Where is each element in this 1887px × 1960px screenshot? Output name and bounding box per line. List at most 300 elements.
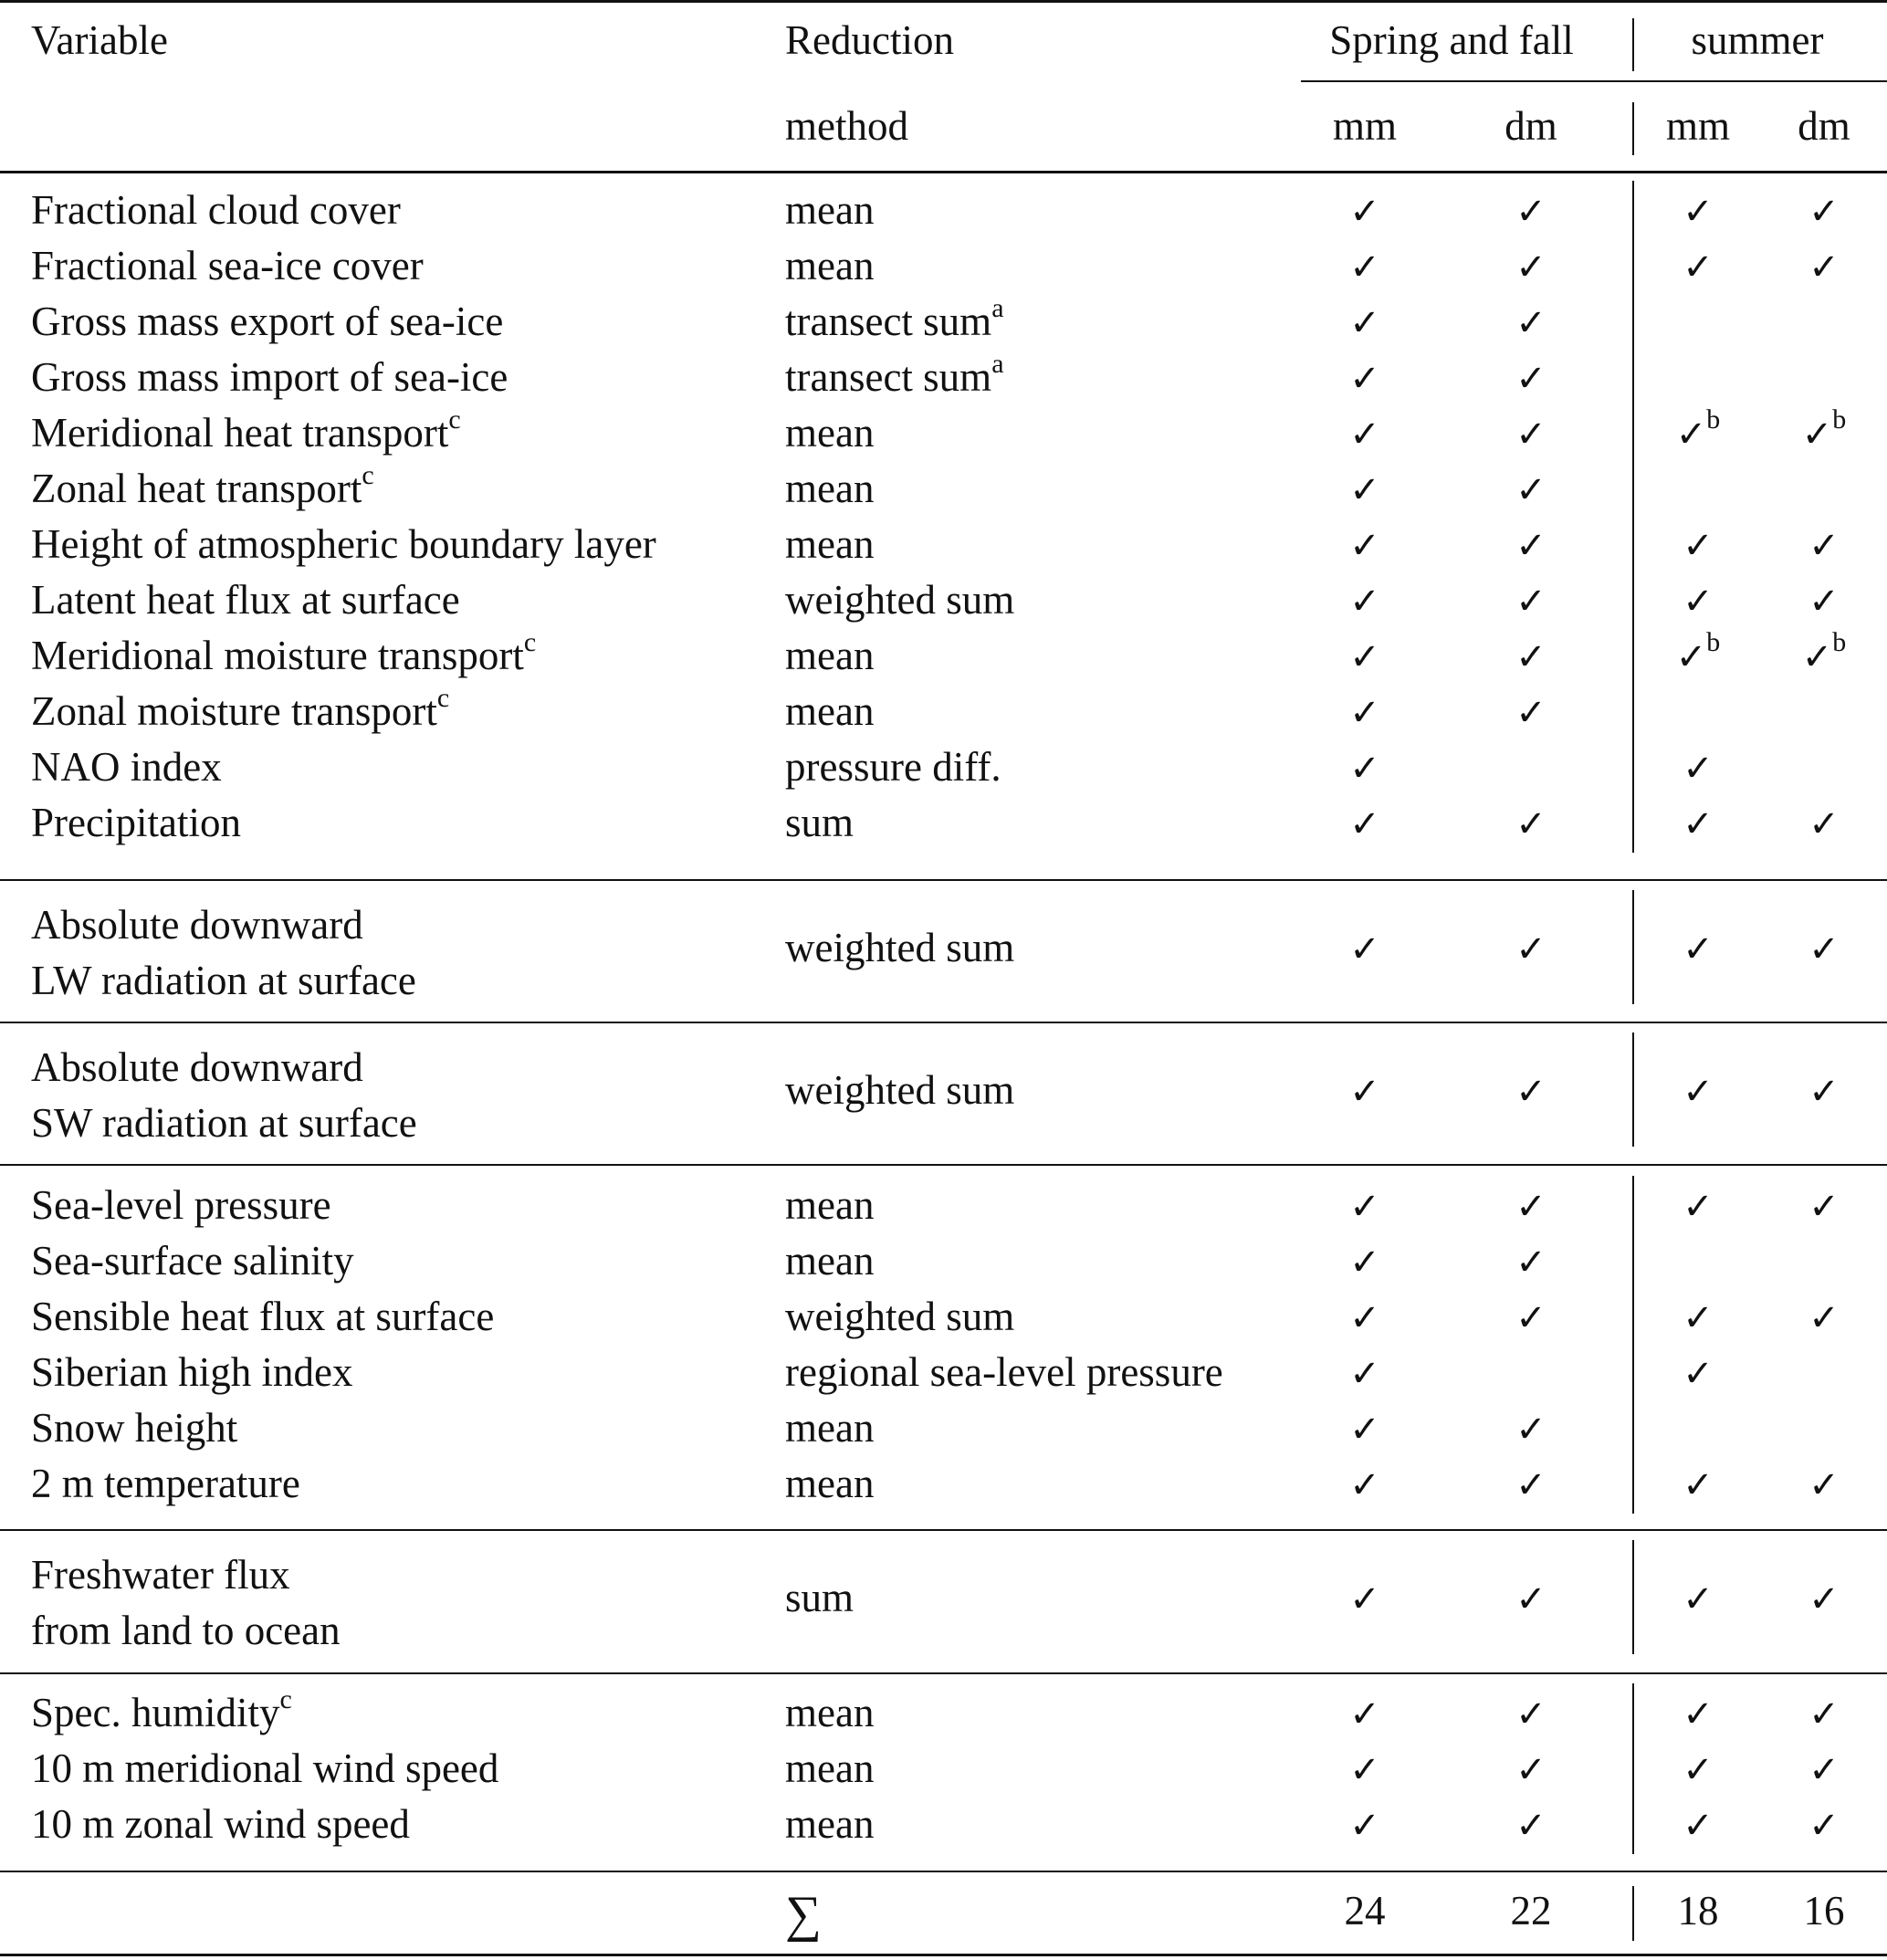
table-row-variable xyxy=(31,578,460,622)
table-row-reduction xyxy=(785,1294,1014,1338)
table-row-sf-dm xyxy=(1481,634,1581,679)
check-mark: ✓ xyxy=(1808,1578,1840,1620)
table-row-su-mm xyxy=(1648,627,1748,679)
check-mark: ✓ xyxy=(1515,1749,1546,1791)
table-row-sf-dm xyxy=(1481,1802,1581,1848)
group-bottom-rule xyxy=(0,1164,1887,1166)
table-row-su-dm xyxy=(1774,1802,1874,1848)
footnote-mark: b xyxy=(1706,404,1721,435)
cell-text: Sea-surface salinity xyxy=(31,1238,354,1284)
table-row-variable xyxy=(31,1802,410,1846)
group-bottom-rule xyxy=(0,879,1887,881)
check-mark: ✓ xyxy=(1808,1071,1840,1113)
table-row-su-dm xyxy=(1774,188,1874,234)
table-row-sf-mm xyxy=(1315,1746,1415,1792)
cell-text: Spec. humidity xyxy=(31,1690,280,1735)
table-row-sf-mm xyxy=(1315,689,1415,735)
table-row-sf-dm xyxy=(1481,1294,1581,1340)
check-mark: ✓ xyxy=(1349,414,1380,456)
table-row-variable xyxy=(31,188,401,232)
table-row-variable xyxy=(31,1746,498,1790)
header-vrule-top xyxy=(1632,18,1634,71)
cell-text: weighted sum xyxy=(785,1294,1015,1339)
footnote-mark: c xyxy=(436,683,450,713)
table-row-su-mm xyxy=(1648,1183,1748,1229)
footnote-mark: b xyxy=(1832,627,1847,657)
check-mark: ✓ xyxy=(1808,581,1840,623)
cell-text: regional sea-level pressure xyxy=(785,1349,1223,1395)
check-mark: ✓ xyxy=(1683,1578,1714,1620)
table-row-reduction xyxy=(785,411,874,455)
cell-text: pressure diff. xyxy=(785,744,1001,790)
check-mark: ✓ xyxy=(1349,1805,1380,1847)
table-row-su-dm xyxy=(1774,1294,1874,1340)
check-mark: ✓ xyxy=(1349,469,1380,511)
check-mark: ✓ xyxy=(1515,1409,1546,1451)
cell-text: Zonal heat transport xyxy=(31,466,362,511)
group-vrule xyxy=(1632,181,1634,853)
variable-line-2: SW radiation at surface xyxy=(31,1100,417,1146)
table-row-su-mm xyxy=(1648,188,1748,234)
check-mark: ✓ xyxy=(1349,636,1380,678)
table-row-sf-dm xyxy=(1481,1068,1581,1114)
table-row-su-mm xyxy=(1648,244,1748,289)
table-row-reduction xyxy=(785,349,1004,400)
table-row-variable xyxy=(31,244,424,288)
table-row-sf-dm xyxy=(1481,926,1581,971)
table-row-sf-mm xyxy=(1315,1406,1415,1452)
cell-text: Fractional cloud cover xyxy=(31,187,401,233)
table-row-reduction xyxy=(785,1746,874,1790)
cell-text: sum xyxy=(785,800,854,845)
table-row-su-mm xyxy=(1648,1350,1748,1396)
check-mark: ✓ xyxy=(1683,525,1714,567)
check-mark: ✓ xyxy=(1683,1693,1714,1735)
table-row-sf-mm xyxy=(1315,926,1415,971)
check-mark: ✓ xyxy=(1349,1242,1380,1284)
check-mark: ✓ xyxy=(1515,1464,1546,1506)
table-row-variable xyxy=(31,745,222,789)
cell-text: 2 m temperature xyxy=(31,1461,300,1506)
header-reduction-method: method xyxy=(785,103,908,149)
cell-text: Gross mass export of sea-ice xyxy=(31,299,504,344)
cell-text: mean xyxy=(785,466,875,511)
header-su-dm: dm xyxy=(1798,103,1850,149)
check-mark: ✓ xyxy=(1683,581,1714,623)
table-row-su-mm xyxy=(1648,926,1748,971)
table-row-su-mm xyxy=(1648,1576,1748,1621)
table-row-su-dm xyxy=(1774,522,1874,568)
check-mark: ✓ xyxy=(1349,1749,1380,1791)
cell-text: mean xyxy=(785,410,875,456)
check-mark: ✓ xyxy=(1349,1409,1380,1451)
table-row-reduction xyxy=(785,801,854,844)
table-row-sf-mm xyxy=(1315,1068,1415,1114)
table-row-sf-dm xyxy=(1481,299,1581,345)
header-reduction: Reduction xyxy=(785,17,954,63)
table-row-sf-dm xyxy=(1481,1462,1581,1507)
table-row-variable xyxy=(31,1350,352,1394)
cell-text: mean xyxy=(785,1745,875,1791)
table-row-variable xyxy=(31,1462,300,1505)
table-row-sf-mm xyxy=(1315,745,1415,791)
footnote-mark: b xyxy=(1706,627,1721,657)
table-row-sf-mm xyxy=(1315,188,1415,234)
cell-text: 10 m meridional wind speed xyxy=(31,1745,499,1791)
table-row-sf-dm xyxy=(1481,578,1581,624)
cell-text: transect sum xyxy=(785,299,992,344)
table-row-reduction xyxy=(785,1183,874,1227)
table-row-sf-mm xyxy=(1315,1350,1415,1396)
variable-line-2: LW radiation at surface xyxy=(31,958,416,1003)
table-row-sf-mm xyxy=(1315,578,1415,624)
table-row-sf-mm xyxy=(1315,1462,1415,1507)
group-vrule xyxy=(1632,1032,1634,1147)
table-row-variable xyxy=(31,1183,331,1227)
table-row-su-dm xyxy=(1774,578,1874,624)
group-vrule xyxy=(1632,1176,1634,1514)
table-row-variable xyxy=(31,897,416,1009)
check-mark: ✓ xyxy=(1349,692,1380,734)
footnote-mark: c xyxy=(448,404,461,435)
check-mark: ✓ xyxy=(1801,636,1833,678)
check-mark: ✓ xyxy=(1808,525,1840,567)
group-bottom-rule xyxy=(0,1022,1887,1023)
table-row-variable xyxy=(31,1239,354,1283)
table-row-sf-dm xyxy=(1481,1691,1581,1736)
check-mark: ✓ xyxy=(1515,302,1546,344)
check-mark: ✓ xyxy=(1683,748,1714,790)
check-mark: ✓ xyxy=(1515,246,1546,288)
table-row-sf-dm xyxy=(1481,466,1581,512)
table-row-sf-dm xyxy=(1481,1239,1581,1284)
table-row-reduction xyxy=(785,745,1001,789)
check-mark: ✓ xyxy=(1683,191,1714,233)
table-row-su-mm xyxy=(1648,404,1748,456)
table-row-su-dm xyxy=(1774,1576,1874,1621)
table-row-su-dm xyxy=(1774,801,1874,846)
table-row-sf-mm xyxy=(1315,1802,1415,1848)
check-mark: ✓ xyxy=(1675,414,1707,456)
table-row-reduction xyxy=(785,244,874,288)
check-mark: ✓ xyxy=(1515,191,1546,233)
table-row-su-dm xyxy=(1774,1462,1874,1507)
table-row-sf-dm xyxy=(1481,411,1581,456)
cell-text: weighted sum xyxy=(785,577,1015,623)
check-mark: ✓ xyxy=(1808,1186,1840,1228)
table-row-reduction xyxy=(785,1691,874,1735)
table-row-sf-dm xyxy=(1481,801,1581,846)
table-row-reduction xyxy=(785,689,874,733)
check-mark: ✓ xyxy=(1808,246,1840,288)
check-mark: ✓ xyxy=(1349,358,1380,400)
table-row-variable xyxy=(31,355,508,399)
table-row-sf-dm xyxy=(1481,244,1581,289)
check-mark: ✓ xyxy=(1349,1297,1380,1339)
totals-vrule xyxy=(1632,1886,1634,1941)
totals-su-dm: 16 xyxy=(1803,1888,1845,1934)
check-mark: ✓ xyxy=(1349,191,1380,233)
table-row-reduction xyxy=(785,578,1014,622)
header-sf-dm: dm xyxy=(1504,103,1557,149)
table-row-sf-mm xyxy=(1315,1183,1415,1229)
table-row-reduction: weighted sum xyxy=(785,1067,1015,1113)
table-row-variable xyxy=(31,1294,494,1338)
check-mark: ✓ xyxy=(1683,246,1714,288)
check-mark: ✓ xyxy=(1808,1805,1840,1847)
table-row-sf-mm xyxy=(1315,299,1415,345)
table-row-su-mm xyxy=(1648,1746,1748,1792)
check-mark: ✓ xyxy=(1349,1071,1380,1113)
cell-text: mean xyxy=(785,187,875,233)
table-row-sf-mm xyxy=(1315,466,1415,512)
check-mark: ✓ xyxy=(1349,302,1380,344)
check-mark: ✓ xyxy=(1349,1464,1380,1506)
check-mark: ✓ xyxy=(1515,1297,1546,1339)
table-row-sf-dm xyxy=(1481,355,1581,401)
table-row-su-dm xyxy=(1774,404,1874,456)
check-mark: ✓ xyxy=(1515,636,1546,678)
table-row-variable xyxy=(31,299,503,343)
table-row-sf-mm xyxy=(1315,1576,1415,1621)
cell-text: Height of atmospheric boundary layer xyxy=(31,521,656,567)
table-row-su-mm xyxy=(1648,801,1748,846)
check-mark: ✓ xyxy=(1808,1297,1840,1339)
footnote-mark: c xyxy=(523,627,537,657)
footnote-mark: c xyxy=(362,460,374,490)
table-row-su-dm xyxy=(1774,1691,1874,1736)
check-mark: ✓ xyxy=(1515,928,1546,970)
table-row-sf-mm xyxy=(1315,244,1415,289)
table-row-su-mm xyxy=(1648,1691,1748,1736)
check-mark: ✓ xyxy=(1515,581,1546,623)
table-row-su-mm xyxy=(1648,1068,1748,1114)
table-row-sf-dm xyxy=(1481,1576,1581,1621)
cell-text: Sensible heat flux at surface xyxy=(31,1294,495,1339)
table-row-sf-mm xyxy=(1315,1691,1415,1736)
top-rule xyxy=(0,0,1887,3)
table-row-sf-dm xyxy=(1481,1746,1581,1792)
table-row-variable xyxy=(31,801,241,844)
check-mark: ✓ xyxy=(1808,191,1840,233)
table-row-reduction: weighted sum xyxy=(785,925,1015,970)
check-mark: ✓ xyxy=(1515,469,1546,511)
table-row-sf-mm xyxy=(1315,355,1415,401)
group-bottom-rule xyxy=(0,1871,1887,1872)
table-row-su-mm xyxy=(1648,745,1748,791)
table-row-variable xyxy=(31,1406,237,1450)
table-row-reduction: sum xyxy=(785,1575,854,1620)
totals-sum-symbol: ∑ xyxy=(785,1886,822,1943)
cell-text: mean xyxy=(785,633,875,678)
header-group-rule xyxy=(1301,80,1887,82)
cell-text: mean xyxy=(785,1182,875,1228)
check-mark: ✓ xyxy=(1683,928,1714,970)
table-row-su-dm xyxy=(1774,627,1874,679)
cell-text: Latent heat flux at surface xyxy=(31,577,460,623)
group-vrule xyxy=(1632,890,1634,1004)
table-row-su-dm xyxy=(1774,1746,1874,1792)
cell-text: Fractional sea-ice cover xyxy=(31,243,424,288)
variable-line-2: from land to ocean xyxy=(31,1608,341,1653)
table-row-su-dm xyxy=(1774,926,1874,971)
check-mark: ✓ xyxy=(1349,803,1380,845)
check-mark: ✓ xyxy=(1683,803,1714,845)
cell-text: mean xyxy=(785,1238,875,1284)
cell-text: mean xyxy=(785,688,875,734)
check-mark: ✓ xyxy=(1808,1464,1840,1506)
table-row-sf-mm xyxy=(1315,801,1415,846)
check-mark: ✓ xyxy=(1808,928,1840,970)
table-row-variable xyxy=(31,683,450,734)
check-mark: ✓ xyxy=(1515,1805,1546,1847)
group-vrule xyxy=(1632,1540,1634,1654)
table-row-variable xyxy=(31,1547,341,1659)
table-row-reduction xyxy=(785,466,874,510)
check-mark: ✓ xyxy=(1349,581,1380,623)
table-row-variable xyxy=(31,627,537,678)
totals-sf-dm: 22 xyxy=(1510,1888,1552,1934)
cell-text: mean xyxy=(785,1461,875,1506)
table-row-sf-mm xyxy=(1315,411,1415,456)
table-row-sf-mm xyxy=(1315,1239,1415,1284)
table-row-sf-dm xyxy=(1481,1406,1581,1452)
table-row-reduction xyxy=(785,634,874,677)
check-mark: ✓ xyxy=(1515,1186,1546,1228)
table-row-sf-dm xyxy=(1481,188,1581,234)
check-mark: ✓ xyxy=(1349,748,1380,790)
table-row-variable xyxy=(31,404,461,456)
check-mark: ✓ xyxy=(1683,1805,1714,1847)
table-row-variable xyxy=(31,1684,292,1735)
table-row-su-mm xyxy=(1648,1294,1748,1340)
check-mark: ✓ xyxy=(1808,803,1840,845)
cell-text: Siberian high index xyxy=(31,1349,353,1395)
check-mark: ✓ xyxy=(1515,1693,1546,1735)
check-mark: ✓ xyxy=(1683,1186,1714,1228)
cell-text: mean xyxy=(785,243,875,288)
group-vrule xyxy=(1632,1683,1634,1854)
check-mark: ✓ xyxy=(1808,1749,1840,1791)
check-mark: ✓ xyxy=(1349,928,1380,970)
check-mark: ✓ xyxy=(1349,1353,1380,1395)
table-row-reduction xyxy=(785,293,1004,344)
group-bottom-rule xyxy=(0,1529,1887,1531)
check-mark: ✓ xyxy=(1515,525,1546,567)
cell-text: 10 m zonal wind speed xyxy=(31,1801,410,1847)
cell-text: Meridional heat transport xyxy=(31,410,449,456)
table-row-sf-dm xyxy=(1481,522,1581,568)
table-row-reduction xyxy=(785,1350,1223,1394)
table-row-reduction xyxy=(785,1462,874,1505)
table-row-su-dm xyxy=(1774,1068,1874,1114)
table-row-reduction xyxy=(785,1406,874,1450)
table-row-su-mm xyxy=(1648,578,1748,624)
check-mark: ✓ xyxy=(1808,1693,1840,1735)
check-mark: ✓ xyxy=(1515,414,1546,456)
table-row-su-mm xyxy=(1648,522,1748,568)
table-row-reduction xyxy=(785,522,874,566)
table-row-reduction xyxy=(785,1802,874,1846)
check-mark: ✓ xyxy=(1515,803,1546,845)
table-row-su-dm xyxy=(1774,244,1874,289)
check-mark: ✓ xyxy=(1349,1578,1380,1620)
header-sf-mm: mm xyxy=(1332,103,1397,149)
check-mark: ✓ xyxy=(1349,246,1380,288)
footnote-mark: b xyxy=(1832,404,1847,435)
table-row-sf-mm xyxy=(1315,1294,1415,1340)
table-row-sf-mm xyxy=(1315,634,1415,679)
header-variable: Variable xyxy=(31,17,168,63)
table-row-variable xyxy=(31,522,656,566)
footnote-mark: c xyxy=(279,1684,292,1714)
table-row-su-dm xyxy=(1774,1183,1874,1229)
cell-text: transect sum xyxy=(785,354,992,400)
check-mark: ✓ xyxy=(1675,636,1707,678)
check-mark: ✓ xyxy=(1515,692,1546,734)
bottom-rule xyxy=(0,1954,1887,1956)
check-mark: ✓ xyxy=(1683,1749,1714,1791)
table-row-sf-dm xyxy=(1481,689,1581,735)
check-mark: ✓ xyxy=(1349,1186,1380,1228)
table-row-variable xyxy=(31,1040,417,1151)
check-mark: ✓ xyxy=(1515,1071,1546,1113)
cell-text: Sea-level pressure xyxy=(31,1182,331,1228)
check-mark: ✓ xyxy=(1349,525,1380,567)
cell-text: Gross mass import of sea-ice xyxy=(31,354,508,400)
table-row-reduction xyxy=(785,1239,874,1283)
header-vrule-bottom xyxy=(1632,102,1634,155)
check-mark: ✓ xyxy=(1515,358,1546,400)
totals-su-mm: 18 xyxy=(1677,1888,1719,1934)
group-bottom-rule xyxy=(0,1672,1887,1674)
check-mark: ✓ xyxy=(1515,1242,1546,1284)
cell-text: Snow height xyxy=(31,1405,238,1451)
check-mark: ✓ xyxy=(1683,1297,1714,1339)
variable-line-1: Absolute downward xyxy=(31,902,363,948)
table-row-variable xyxy=(31,460,374,511)
table-row-reduction xyxy=(785,188,874,232)
table-row-su-mm xyxy=(1648,1802,1748,1848)
check-mark: ✓ xyxy=(1801,414,1833,456)
variable-line-1: Freshwater flux xyxy=(31,1552,290,1598)
header-bottom-rule xyxy=(0,171,1887,173)
table-row-sf-dm xyxy=(1481,1183,1581,1229)
footnote-mark: a xyxy=(991,293,1004,323)
check-mark: ✓ xyxy=(1683,1464,1714,1506)
totals-sf-mm: 24 xyxy=(1344,1888,1386,1934)
cell-text: Meridional moisture transport xyxy=(31,633,524,678)
header-su-mm: mm xyxy=(1665,103,1730,149)
cell-text: mean xyxy=(785,1405,875,1451)
table-row-su-mm xyxy=(1648,1462,1748,1507)
table-row-sf-mm xyxy=(1315,522,1415,568)
check-mark: ✓ xyxy=(1683,1353,1714,1395)
check-mark: ✓ xyxy=(1683,1071,1714,1113)
check-mark: ✓ xyxy=(1349,1693,1380,1735)
header-summer: summer xyxy=(1691,17,1824,63)
cell-text: Precipitation xyxy=(31,800,241,845)
variable-line-1: Absolute downward xyxy=(31,1044,363,1090)
cell-text: NAO index xyxy=(31,744,222,790)
footnote-mark: a xyxy=(991,349,1004,379)
cell-text: mean xyxy=(785,1690,875,1735)
cell-text: mean xyxy=(785,521,875,567)
check-mark: ✓ xyxy=(1515,1578,1546,1620)
header-spring-fall: Spring and fall xyxy=(1329,17,1574,63)
cell-text: mean xyxy=(785,1801,875,1847)
cell-text: Zonal moisture transport xyxy=(31,688,437,734)
